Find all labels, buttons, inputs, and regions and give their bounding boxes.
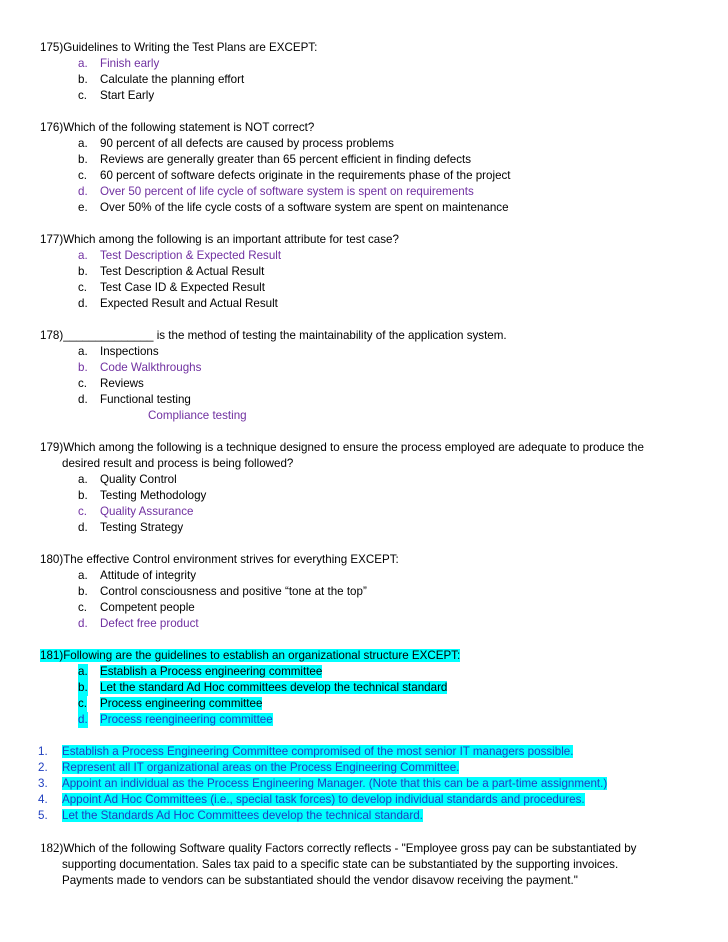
question-181 [40, 648, 690, 664]
option-176-b: b. Reviews are generally greater than 65 percent efficient in finding defects [78, 153, 472, 166]
option-179-b: b. Testing Methodology [78, 489, 207, 502]
option-181-d: d. Process reengineering committee [78, 713, 273, 726]
answer-note-178: Compliance testing [148, 409, 247, 422]
question-179-line2: desired result and process is being followed? [62, 457, 294, 470]
options-176 [40, 136, 690, 216]
question-177: 177)Which among the following is an important attribute for test case? [40, 233, 399, 246]
question-182 [40, 840, 690, 889]
option-181-b: b. Let the standard Ad Hoc committees develop the technical standard [78, 681, 448, 694]
question-182-line3: Payments made to vendors can be substantiated should the vendor disavow receiving the payment." [62, 874, 578, 887]
option-175-a: a. Finish early [78, 57, 160, 70]
option-176-c: c. 60 percent of software defects originate in the requirements phase of the project [78, 169, 511, 182]
option-181-c: c. Process engineering committee [78, 697, 263, 710]
question-175: 175)Guidelines to Writing the Test Plans are EXCEPT: [40, 41, 318, 54]
option-178-d: d. Functional testing [78, 393, 191, 406]
document-page [40, 40, 690, 889]
option-177-b: b. Test Description & Actual Result [78, 265, 265, 278]
option-176-a: a. 90 percent of all defects are caused by process problems [78, 137, 394, 150]
guideline-item: 2. Represent all IT organizational areas on the Process Engineering Committee. [38, 761, 460, 774]
question-180: 180)The effective Control environment strives for everything EXCEPT: [40, 553, 399, 566]
option-175-b: b. Calculate the planning effort [78, 73, 245, 86]
option-180-c: c. Competent people [78, 601, 195, 614]
option-177-a: a. Test Description & Expected Result [78, 249, 282, 262]
option-179-c: c. Quality Assurance [78, 505, 194, 518]
question-182-line2: supporting documentation. Sales tax paid to a specific state can be substantiated by the supporting invoices. [62, 858, 619, 871]
question-179-line1: 179)Which among the following is a technique designed to ensure the process employed are adequate to produce the [40, 441, 644, 454]
option-180-a: a. Attitude of integrity [78, 569, 197, 582]
options-177 [40, 248, 690, 312]
option-177-d: d. Expected Result and Actual Result [78, 297, 278, 310]
option-181-a: a. Establish a Process engineering committee [78, 665, 323, 678]
question-182-line1: )Which of the following Software quality Factors correctly reflects - "Employee gross pay can be substantiated by [59, 842, 637, 855]
options-181 [40, 664, 690, 728]
options-180 [40, 568, 690, 632]
question-182-number: 182 [40, 840, 60, 855]
option-176-d: d. Over 50 percent of life cycle of software system is spent on requirements [78, 185, 474, 198]
option-179-a: a. Quality Control [78, 473, 177, 486]
question-179 [40, 440, 690, 472]
options-179 [40, 472, 690, 536]
guideline-item: 5. Let the Standards Ad Hoc Committees develop the technical standard. [38, 809, 423, 822]
question-176: 176)Which of the following statement is NOT correct? [40, 121, 315, 134]
question-181-text: 181)Following are the guidelines to establish an organizational structure EXCEPT: [40, 649, 461, 662]
question-178: 178)______________ is the method of testing the maintainability of the application system. [40, 329, 507, 342]
option-180-d: d. Defect free product [78, 617, 199, 630]
options-178 [40, 344, 690, 424]
option-175-c: c. Start Early [78, 89, 155, 102]
option-180-b: b. Control consciousness and positive “tone at the top” [78, 585, 367, 598]
option-177-c: c. Test Case ID & Expected Result [78, 281, 265, 294]
options-175 [40, 56, 690, 104]
option-178-c: c. Reviews [78, 377, 144, 390]
guideline-item: 4. Appoint Ad Hoc Committees (i.e., special task forces) to develop individual standards and procedures. [38, 793, 585, 806]
option-179-d: d. Testing Strategy [78, 521, 184, 534]
option-178-a: a. Inspections [78, 345, 159, 358]
option-178-b: b. Code Walkthroughs [78, 361, 202, 374]
guideline-item: 3. Appoint an individual as the Process Engineering Manager. (Note that this can be a part-time assignment.) [38, 777, 608, 790]
guidelines-list [40, 744, 690, 824]
guideline-item: 1. Establish a Process Engineering Committee compromised of the most senior IT managers possible. [38, 745, 574, 758]
option-176-e: e. Over 50% of the life cycle costs of a software system are spent on maintenance [78, 201, 509, 214]
